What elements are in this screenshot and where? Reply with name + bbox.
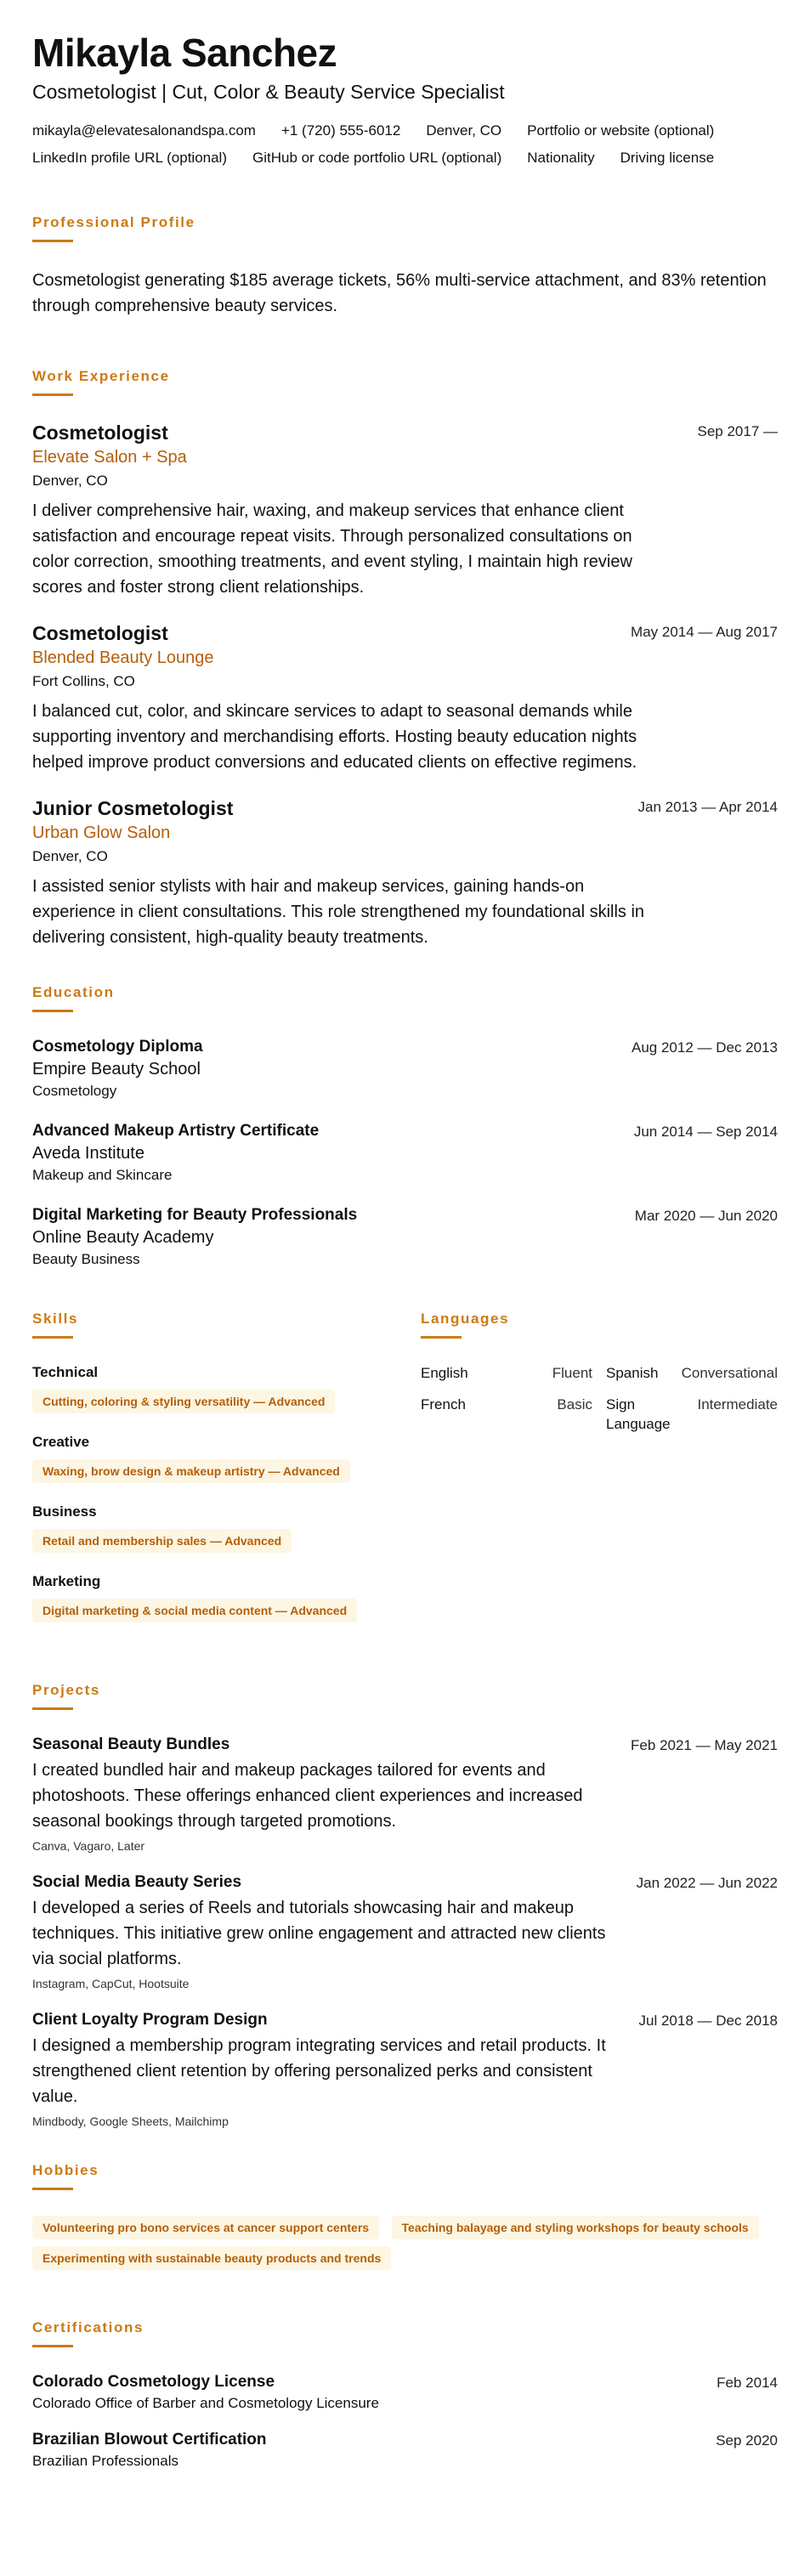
language-name: Sign Language xyxy=(606,1396,671,1432)
contact-email[interactable]: mikayla@elevatesalonandspa.com xyxy=(32,122,256,139)
project-description: I created bundled hair and makeup packages tailored for events and photoshoots. These offerings enhanced client experiences and increased seasonal bookings through targeted promotions. xyxy=(32,1760,583,1831)
contact-driving-license: Driving license xyxy=(620,149,715,166)
education-title: Advanced Makeup Artistry Certificate xyxy=(32,1121,320,1140)
section-title: Skills xyxy=(32,1310,79,1327)
job-location: Denver, CO xyxy=(32,472,108,489)
hobbies-section xyxy=(32,2162,778,2277)
job-description: I deliver comprehensive hair, waxing, and makeup services that enhance client satisfaction and encourage repeat visits. Through personalized consultations on color correction, smoothing treatments, and event styling, I maintain high review scores and foster strong client relationships. xyxy=(32,501,632,597)
project-tools: Mindbody, Google Sheets, Mailchimp xyxy=(32,2114,229,2128)
resume-header xyxy=(32,31,778,167)
section-title: Certifications xyxy=(32,2318,144,2335)
contact-portfolio[interactable]: Portfolio or website (optional) xyxy=(527,122,715,139)
profile-section xyxy=(32,214,778,319)
skills-languages-row xyxy=(32,1311,778,1643)
education-date: Aug 2012 — Dec 2013 xyxy=(631,1039,778,1056)
contact-nationality: Nationality xyxy=(527,149,595,166)
education-area: Beauty Business xyxy=(32,1250,140,1267)
job-description: I balanced cut, color, and skincare services to adapt to seasonal demands while supporting inventory and merchandising efforts. Hosting beauty education nights helped improve product conversions and educated clients on effective regimens. xyxy=(32,701,637,772)
job-title: Cosmetologist xyxy=(32,421,168,444)
language-name: French xyxy=(421,1396,466,1413)
skill-group xyxy=(32,1434,389,1490)
job-title: Junior Cosmetologist xyxy=(32,796,234,819)
language-list xyxy=(421,1364,778,1435)
section-divider xyxy=(32,1010,73,1012)
education-school: Aveda Institute xyxy=(32,1143,144,1163)
certification-date: Sep 2020 xyxy=(716,2432,778,2449)
section-divider xyxy=(32,240,73,242)
project-date: Feb 2021 — May 2021 xyxy=(631,1736,778,1753)
certification-title: Colorado Cosmetology License xyxy=(32,2372,275,2391)
contact-phone[interactable]: +1 (720) 555-6012 xyxy=(280,122,401,139)
certification-entry xyxy=(32,2431,778,2470)
job-entry xyxy=(32,797,778,950)
job-date: May 2014 — Aug 2017 xyxy=(631,623,778,640)
section-title: Work Experience xyxy=(32,367,170,384)
hobby-tag: Teaching balayage and styling workshops for beauty schools xyxy=(392,2216,759,2239)
education-title: Cosmetology Diploma xyxy=(32,1037,203,1056)
skill-group xyxy=(32,1573,389,1629)
language-item xyxy=(421,1364,592,1384)
project-tools: Canva, Vagaro, Later xyxy=(32,1838,145,1853)
language-name: English xyxy=(421,1364,468,1381)
project-date: Jul 2018 — Dec 2018 xyxy=(638,2012,778,2029)
language-level: Basic xyxy=(557,1396,592,1413)
skill-tag: Digital marketing & social media content — Advanced xyxy=(32,1599,357,1622)
project-description: I developed a series of Reels and tutorials showcasing hair and makeup techniques. This initiative grew online engagement and attracted new clients via social platforms. xyxy=(32,1898,606,1968)
certification-date: Feb 2014 xyxy=(717,2374,778,2391)
language-item xyxy=(606,1396,778,1435)
job-company: Blended Beauty Lounge xyxy=(32,648,214,667)
language-level: Intermediate xyxy=(697,1396,778,1413)
language-item xyxy=(421,1396,592,1435)
project-title: Social Media Beauty Series xyxy=(32,1872,242,1891)
section-divider xyxy=(32,393,73,396)
job-date: Sep 2017 — xyxy=(697,422,778,439)
project-entry xyxy=(32,1873,778,1990)
languages-section xyxy=(421,1311,778,1643)
certification-title: Brazilian Blowout Certification xyxy=(32,2430,267,2449)
headline: Cosmetologist | Cut, Color & Beauty Service Specialist xyxy=(32,80,505,103)
person-name: Mikayla Sanchez xyxy=(32,31,337,75)
education-school: Empire Beauty School xyxy=(32,1059,201,1079)
skill-group xyxy=(32,1503,389,1560)
projects-section xyxy=(32,1682,778,2128)
certification-issuer: Brazilian Professionals xyxy=(32,2452,178,2469)
section-divider xyxy=(32,2188,73,2190)
skill-group-name: Business xyxy=(32,1503,97,1520)
profile-summary: Cosmetologist generating $185 average tickets, 56% multi-service attachment, and 83% retention through comprehensive beauty services. xyxy=(32,270,767,315)
section-title: Projects xyxy=(32,1681,100,1698)
experience-section xyxy=(32,368,778,950)
job-company: Urban Glow Salon xyxy=(32,823,171,842)
section-title: Education xyxy=(32,983,115,1000)
education-section xyxy=(32,984,778,1268)
section-divider xyxy=(32,2345,73,2347)
education-title: Digital Marketing for Beauty Professionals xyxy=(32,1205,358,1224)
contact-list xyxy=(32,122,778,167)
project-tools: Instagram, CapCut, Hootsuite xyxy=(32,1976,190,1990)
section-title: Hobbies xyxy=(32,2161,99,2178)
project-entry xyxy=(32,2011,778,2128)
section-divider xyxy=(421,1336,462,1339)
job-entry xyxy=(32,422,778,600)
project-description: I designed a membership program integrating services and retail products. It strengthened client retention by offering personalized perks and consistent value. xyxy=(32,2035,606,2106)
job-location: Fort Collins, CO xyxy=(32,672,135,689)
education-area: Makeup and Skincare xyxy=(32,1166,173,1183)
education-date: Mar 2020 — Jun 2020 xyxy=(634,1207,778,1224)
hobby-list xyxy=(32,2216,778,2277)
section-divider xyxy=(32,1707,73,1710)
skill-tag: Cutting, coloring & styling versatility — Advanced xyxy=(32,1390,335,1413)
skill-group-name: Technical xyxy=(32,1363,99,1380)
job-entry xyxy=(32,622,778,775)
education-area: Cosmetology xyxy=(32,1082,117,1099)
education-school: Online Beauty Academy xyxy=(32,1227,214,1247)
certification-entry xyxy=(32,2373,778,2412)
project-date: Jan 2022 — Jun 2022 xyxy=(636,1874,778,1891)
language-name: Spanish xyxy=(606,1364,659,1381)
contact-linkedin[interactable]: LinkedIn profile URL (optional) xyxy=(32,149,227,166)
job-date: Jan 2013 — Apr 2014 xyxy=(637,798,778,815)
section-title: Professional Profile xyxy=(32,213,195,230)
hobby-tag: Experimenting with sustainable beauty products and trends xyxy=(32,2246,391,2270)
job-description: I assisted senior stylists with hair and makeup services, gaining hands-on experience in client consultations. This role strengthened my foundational skills in delivering consistent, high-quality beauty treatments. xyxy=(32,876,645,947)
education-entry xyxy=(32,1206,778,1268)
certifications-section xyxy=(32,2319,778,2470)
project-title: Seasonal Beauty Bundles xyxy=(32,1735,230,1753)
section-divider xyxy=(32,1336,73,1339)
certification-issuer: Colorado Office of Barber and Cosmetology Licensure xyxy=(32,2394,379,2411)
project-title: Client Loyalty Program Design xyxy=(32,2010,268,2029)
language-item xyxy=(606,1364,778,1384)
language-level: Conversational xyxy=(681,1364,778,1381)
education-date: Jun 2014 — Sep 2014 xyxy=(633,1123,778,1140)
skill-group-name: Creative xyxy=(32,1433,90,1450)
education-entry xyxy=(32,1122,778,1184)
job-title: Cosmetologist xyxy=(32,621,168,644)
project-entry xyxy=(32,1735,778,1853)
language-level: Fluent xyxy=(552,1364,592,1381)
job-location: Denver, CO xyxy=(32,847,108,864)
skill-tag: Retail and membership sales — Advanced xyxy=(32,1529,292,1553)
contact-location: Denver, CO xyxy=(426,122,502,139)
job-company: Elevate Salon + Spa xyxy=(32,447,187,467)
skills-section xyxy=(32,1311,389,1643)
hobby-tag: Volunteering pro bono services at cancer support centers xyxy=(32,2216,379,2239)
skill-tag: Waxing, brow design & makeup artistry — Advanced xyxy=(32,1459,350,1483)
skill-group xyxy=(32,1364,389,1420)
section-title: Languages xyxy=(421,1310,510,1327)
education-entry xyxy=(32,1038,778,1100)
contact-github[interactable]: GitHub or code portfolio URL (optional) xyxy=(252,149,502,166)
skill-group-name: Marketing xyxy=(32,1572,101,1589)
